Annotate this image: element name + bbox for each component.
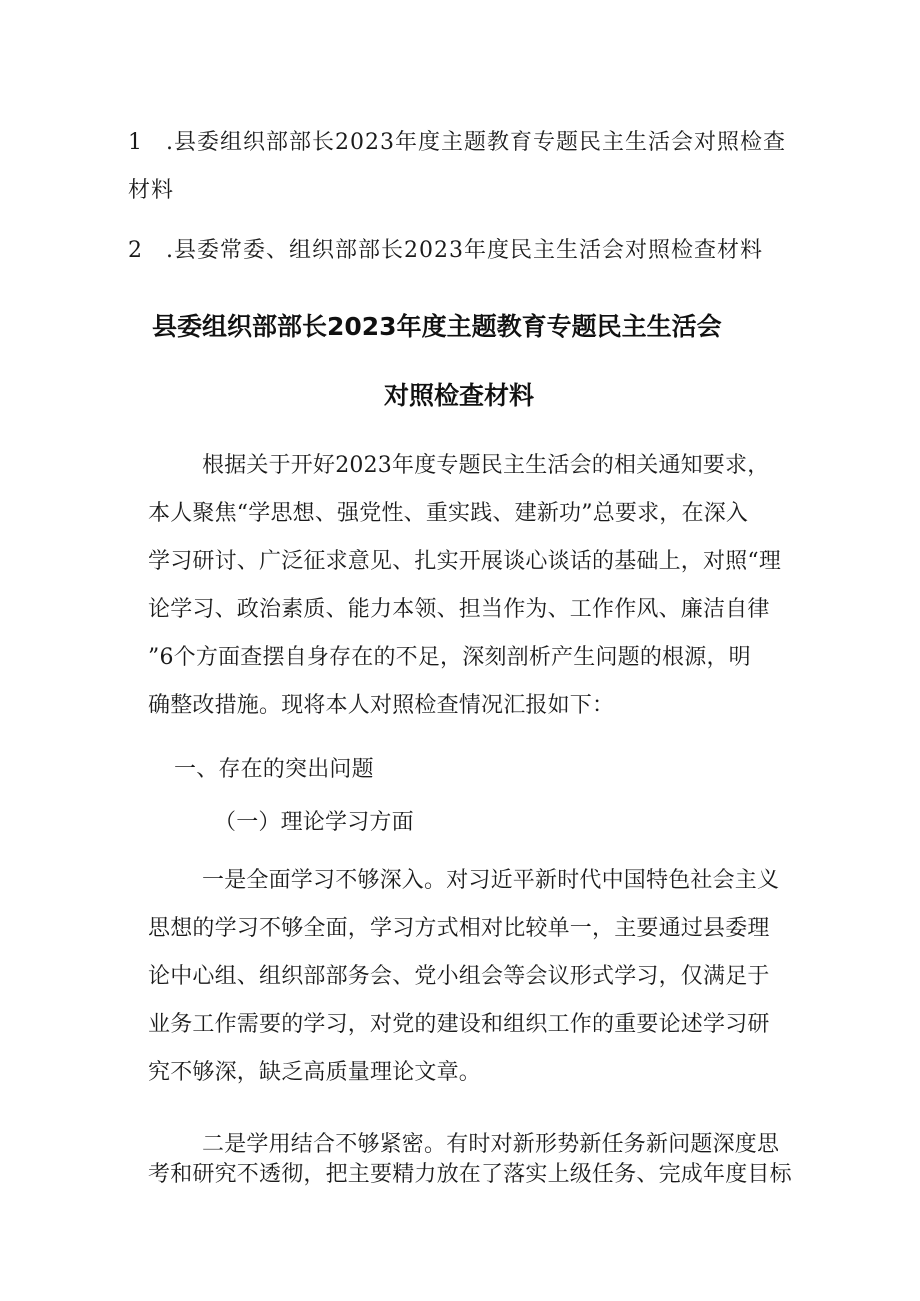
- intro-line: 学习研讨、广泛征求意见、扎实开展谈心谈话的基础上，对照“理: [148, 549, 782, 574]
- section-heading: 一、存在的突出问题: [174, 757, 374, 782]
- toc-item-1-line-1: 1 .县委组织部部长2023年度主题教育专题民主生活会对照检查: [128, 130, 786, 155]
- paragraph-line: 论中心组、组织部部务会、党小组会等会议形式学习，仅满足于: [148, 964, 770, 989]
- intro-line: 本人聚焦“学思想、强党性、重实践、建新功”总要求，在深入: [148, 501, 749, 526]
- paragraph-line: 思想的学习不够全面，学习方式相对比较单一，主要通过县委理: [148, 916, 770, 941]
- paragraph-line: 究不够深，缺乏高质量理论文章。: [148, 1060, 482, 1085]
- intro-line: 确整改措施。现将本人对照检查情况汇报如下：: [148, 693, 615, 718]
- toc-item-2: 2 .县委常委、组织部部长2023年度民主生活会对照检查材料: [128, 238, 763, 263]
- document-title-line-2: 对照检查材料: [384, 381, 535, 410]
- paragraph-line: 考和研究不透彻，把主要精力放在了落实上级任务、完成年度目标: [148, 1162, 792, 1187]
- paragraph-line: 一是全面学习不够深入。对习近平新时代中国特色社会主义: [202, 868, 780, 893]
- intro-line: ”6个方面查摆自身存在的不足，深刻剖析产生问题的根源，明: [148, 645, 751, 670]
- intro-line: 论学习、政治素质、能力本领、担当作为、工作作风、廉洁自律: [148, 597, 770, 622]
- paragraph-line: 业务工作需要的学习，对党的建设和组织工作的重要论述学习研: [148, 1012, 770, 1037]
- subsection-heading: （一）理论学习方面: [214, 810, 414, 835]
- toc-item-1-line-2: 材料: [128, 178, 175, 203]
- paragraph-line: 二是学用结合不够紧密。有时对新形势新任务新问题深度思: [202, 1132, 780, 1157]
- document-title-line-1: 县委组织部部长2023年度主题教育专题民主生活会: [152, 312, 722, 341]
- intro-line: 根据关于开好2023年度专题民主生活会的相关通知要求，: [202, 453, 770, 478]
